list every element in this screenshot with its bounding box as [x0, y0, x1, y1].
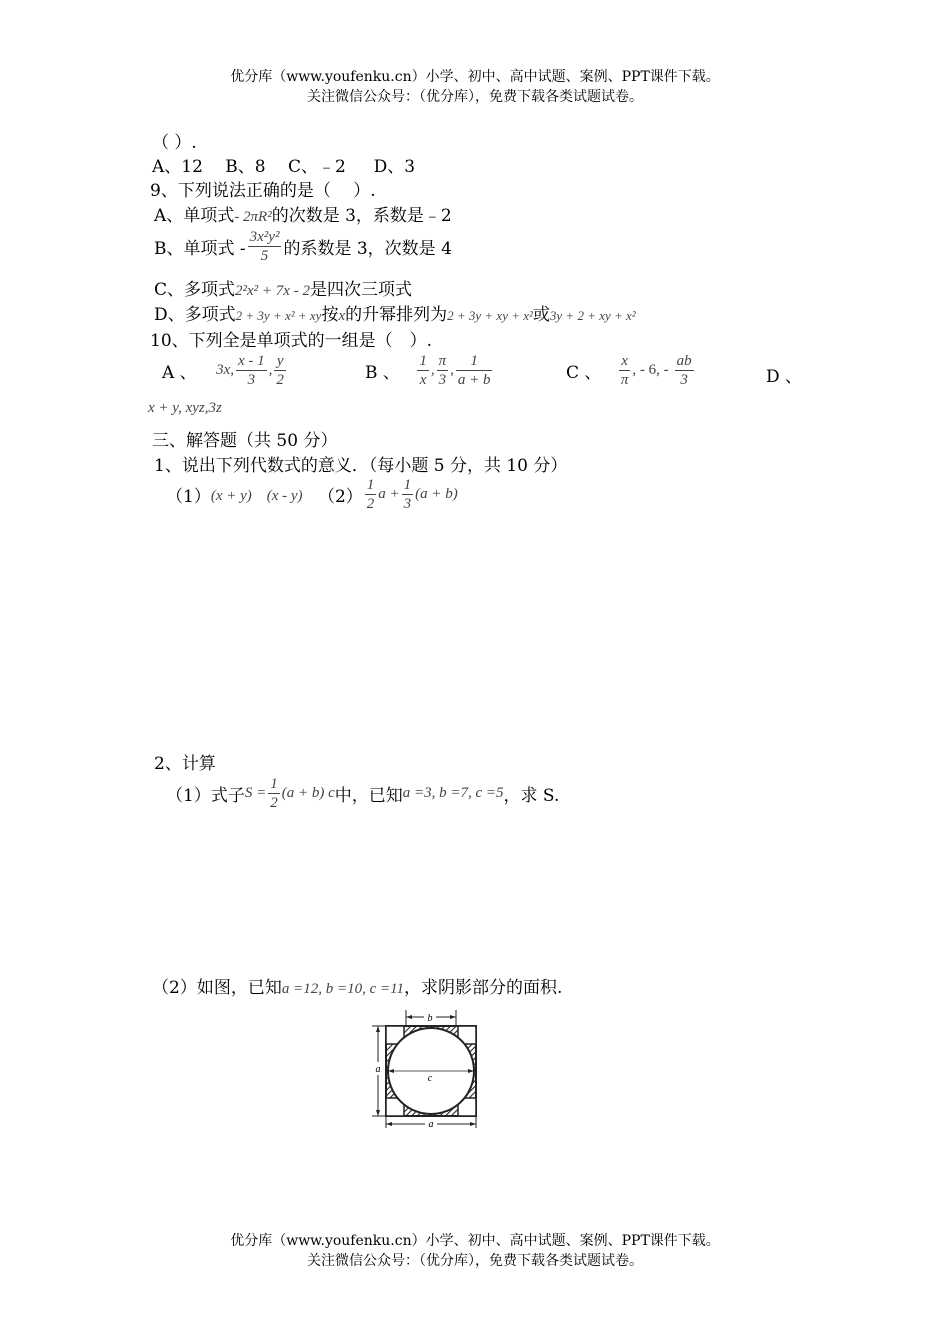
- q9-d-expr3: 3y + 2 + xy + x²: [549, 308, 636, 323]
- q10-b-frac1: [417, 352, 429, 389]
- s3-q1-p1-expr: (x + y) (x - y): [210, 488, 303, 504]
- q10-b-num3: 1: [456, 352, 493, 371]
- q9-d-pre: D、多项式: [154, 305, 236, 325]
- s3-q2-p1-vals: a =3, b =7, c =5: [402, 785, 504, 801]
- s3-q2-p2-post: ，求阴影部分的面积.: [404, 978, 563, 998]
- q8-tail: （ ）.: [152, 133, 197, 153]
- s3-q1-stem: 1、说出下列代数式的意义．（每小题 5 分，共 10 分）: [154, 456, 568, 476]
- footer-line-2: 关注微信公众号：（优分库），免费下载各类试题试卷。: [307, 1253, 643, 1269]
- s3-q2-p1-pre: （1）式子: [166, 786, 245, 806]
- q10-c-num2: ab: [676, 353, 692, 369]
- q9-b-pre: B、单项式 -: [154, 239, 246, 259]
- figure-label-a-left: a: [375, 1064, 381, 1075]
- q10-d-expr: x + y, xyz,3z: [148, 400, 222, 416]
- q9-stem: 9、下列说法正确的是（ ）.: [150, 181, 376, 201]
- q9-c-expr: 2²x² + 7x - 2: [235, 283, 310, 299]
- s3-q1-p2-label: （2）: [317, 487, 363, 507]
- s3-q1-p2-frac2: [402, 476, 414, 513]
- q10-c-num1: x: [619, 352, 631, 371]
- q10-stem: 10、下列全是单项式的一组是（ ）.: [150, 331, 433, 351]
- q9-d-expr: 2 + 3y + x² + xy: [235, 308, 322, 323]
- q10-c-frac2: [675, 352, 694, 389]
- s3-q2-p1-mid: 中，已知: [334, 786, 403, 806]
- figure-label-a-bottom: a: [428, 1119, 434, 1130]
- q8-options: A、12 B、8 C、﹣2 D、3: [152, 157, 416, 177]
- s3-q2-p1-den: 2: [270, 795, 278, 811]
- header-line-2: 关注微信公众号：（优分库），免费下载各类试题试卷。: [307, 89, 643, 105]
- q10-a-frac1: [236, 352, 267, 389]
- q9-d-expr2: 2 + 3y + xy + x²: [447, 308, 533, 323]
- s3-q2-p1-post: ，求 S.: [503, 786, 560, 806]
- s3-q1-p2-num2: 1: [403, 477, 412, 493]
- q9-c-post: 是四次三项式: [309, 280, 412, 300]
- q9-d-or: 或: [532, 305, 550, 325]
- q10-b-den1: x: [419, 372, 427, 388]
- s3-q2-stem: 2、计算: [154, 754, 216, 774]
- section3-title: 三、解答题（共 50 分）: [152, 431, 338, 451]
- q10-a-den1: 3: [247, 372, 256, 388]
- header-line-1: 优分库（www.youfenku.cn）小学、初中、高中试题、案例、PPT课件下载。: [230, 69, 720, 85]
- q10-option-c: [566, 352, 696, 389]
- q9-c-pre: C、多项式: [154, 280, 236, 300]
- shaded-area-figure: [368, 1006, 488, 1130]
- q9-b-post: 的系数是 3，次数是 4: [283, 239, 452, 259]
- q10-c-label: C 、: [566, 363, 602, 383]
- q9-b-num: 3x²y²: [249, 229, 280, 245]
- q9-a-post: 的次数是 3，系数是﹣2: [271, 206, 452, 226]
- q10-a-expr1: 3x,: [216, 362, 235, 378]
- s3-q1-p2-den1: 2: [366, 496, 375, 512]
- q10-a-den2: 2: [276, 372, 284, 388]
- s3-q1-p2-mid: a +: [378, 486, 400, 502]
- s3-q1-p2-frac1: [365, 476, 377, 513]
- s3-q1-p2-tail: (a + b): [415, 486, 458, 502]
- s3-q2-p1-s: S =: [244, 785, 267, 801]
- q10-c-den1: π: [620, 372, 629, 388]
- q9-b-frac: [248, 228, 282, 265]
- s3-q2-p2-vals: a =12, b =10, c =11: [281, 981, 404, 997]
- s3-q1-p1-label: （1）: [166, 487, 211, 507]
- footer-line-1: 优分库（www.youfenku.cn）小学、初中、高中试题、案例、PPT课件下载。: [230, 1233, 720, 1249]
- q9-option-a: [154, 201, 452, 226]
- s3-q2-p1-num: 1: [270, 776, 278, 792]
- q10-b-frac3: [456, 352, 493, 389]
- q9-b-den: 5: [260, 248, 269, 264]
- q10-option-a: A 、 3x, $\frac{x - 1}{3}$ , $\frac{y}{2}$: [162, 353, 284, 388]
- q9-a-pre: A、单项式: [154, 206, 235, 226]
- s3-q1-p2-num1: 1: [366, 477, 375, 493]
- q10-b-den2: 3: [438, 372, 447, 388]
- q10-c-den2: 3: [680, 372, 688, 388]
- q9-a-expr: - 2πR²: [234, 209, 272, 225]
- q10-b-num2: π: [438, 353, 447, 369]
- q10-b-frac2: [437, 352, 449, 389]
- s3-q2-p1-frac: [268, 775, 280, 812]
- q10-a-num1: x - 1: [238, 353, 265, 369]
- q10-a-frac2: [274, 352, 286, 389]
- q9-option-b: [154, 228, 452, 265]
- q9-option-d: [154, 300, 636, 325]
- s3-q2-part2: [152, 973, 562, 998]
- s3-q2-p1-expr: (a + b) c: [281, 785, 335, 801]
- q10-b-den3: a + b: [457, 372, 491, 388]
- q9-d-mid1: 按: [321, 305, 339, 325]
- q10-c-mid: , - 6, -: [632, 362, 669, 378]
- q10-a-num2: y: [274, 352, 286, 371]
- q9-option-c: [154, 275, 412, 300]
- q10-b-num1: 1: [419, 353, 427, 369]
- figure-label-c: c: [427, 1073, 433, 1084]
- s3-q1-parts: [166, 476, 458, 513]
- q10-a-label: A 、: [162, 363, 197, 383]
- s3-q2-part1: [166, 775, 559, 812]
- q9-d-mid2: 的升幂排列为: [345, 305, 448, 325]
- q10-option-b: B 、 $\frac{1}{x}$ , $\frac{\pi}{3}$ , $\frac{1}{a + b}$: [365, 353, 491, 388]
- q10-c-frac1: [619, 352, 631, 389]
- q10-d-label: D 、: [766, 367, 803, 387]
- figure-label-b: b: [427, 1013, 433, 1024]
- q9-d-var: x: [338, 308, 346, 324]
- s3-q2-p2-pre: （2）如图，已知: [152, 978, 282, 998]
- s3-q1-p2-den2: 3: [403, 496, 412, 512]
- q10-b-label: B 、: [365, 363, 400, 383]
